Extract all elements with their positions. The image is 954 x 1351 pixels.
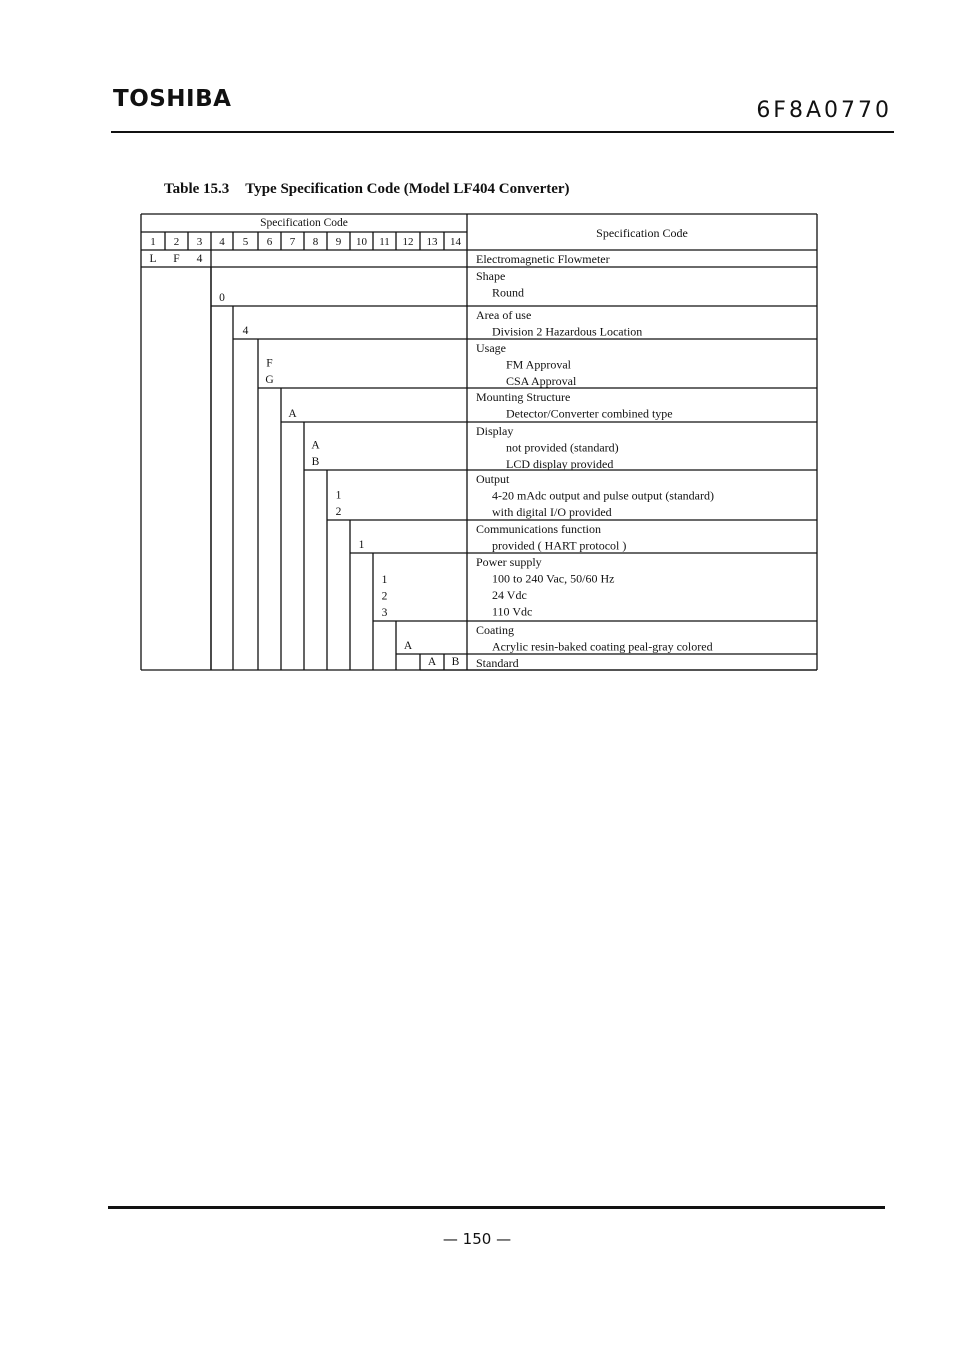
item-heading: Coating [476,623,514,637]
item-heading: Mounting Structure [476,390,571,404]
item-option: FM Approval [506,357,572,372]
code-value: G [265,374,274,386]
description-header: Specification Code [596,226,688,240]
page-number: — 150 — [442,1230,512,1248]
item-heading: Shape [476,269,506,283]
column-number-7: 7 [289,236,296,248]
code-value: 1 [381,574,388,586]
column-number-13: 13 [426,236,438,248]
column-number-1: 1 [150,236,156,248]
document-number: 6F8A0770 [756,98,892,123]
column-number-12: 12 [402,236,414,248]
brand-logo: TOSHIBA [113,86,232,112]
item-heading: Display [476,424,514,438]
code-value: 0 [219,292,225,304]
item-heading: Communications function [476,522,601,536]
item-option: Division 2 Hazardous Location [492,324,643,339]
column-number-3: 3 [196,236,203,248]
column-number-14: 14 [450,236,461,248]
item-option: 24 Vdc [492,588,527,602]
item-heading: Standard [476,656,519,670]
column-number-4: 4 [219,236,225,248]
table-title: Type Specification Code (Model LF404 Converter) [245,181,570,197]
header-rule [111,131,894,133]
item-heading: Electromagnetic Flowmeter [476,252,610,266]
item-option: CSA Approval [506,374,577,388]
item-option: Acrylic resin-baked coating peal-gray colored [492,639,713,654]
item-heading: Power supply [476,555,542,569]
item-heading: Usage [476,341,506,355]
item-heading: Output [476,472,510,486]
item-option: 110 Vdc [492,604,533,619]
code-value: 1 [335,489,342,502]
code-value: 1 [358,539,365,551]
column-number-5: 5 [242,236,249,248]
code-value: F [266,357,273,370]
code-value: L [149,253,157,265]
table-caption [164,181,570,198]
item-option: 100 to 240 Vac, 50/60 Hz [492,571,615,586]
column-number-2: 2 [173,236,180,248]
column-number-9: 9 [335,236,342,248]
code-value: 4 [196,253,203,265]
footer-rule [108,1206,885,1209]
item-option: Round [492,285,525,300]
code-value: A [311,439,320,452]
item-option: not provided (standard) [506,440,619,455]
code-value: A [403,640,413,652]
item-option: LCD display provided [506,457,614,471]
table-number: Table 15.3 [164,181,230,197]
item-heading: Area of use [476,308,532,322]
column-number-10: 10 [356,236,367,248]
code-value: A [427,656,437,668]
specification-code-grid [140,213,820,673]
column-number-8: 8 [312,236,319,248]
column-number-6: 6 [266,236,273,248]
item-option: with digital I/O provided [492,505,612,519]
item-option: provided ( HART protocol ) [492,538,627,553]
code-value: 3 [381,607,388,619]
code-value: 4 [242,325,249,337]
item-option: 4-20 mAdc output and pulse output (standard) [492,488,714,503]
code-value: 2 [381,590,388,603]
item-option: Detector/Converter combined type [506,406,673,421]
code-value: B [451,656,460,668]
code-group-header: Specification Code [260,217,348,229]
code-value: B [311,456,320,468]
column-number-11: 11 [379,236,390,248]
code-value: F [173,253,180,265]
code-value: A [288,408,297,420]
specification-code-table [140,213,820,673]
code-value: 2 [335,506,342,518]
